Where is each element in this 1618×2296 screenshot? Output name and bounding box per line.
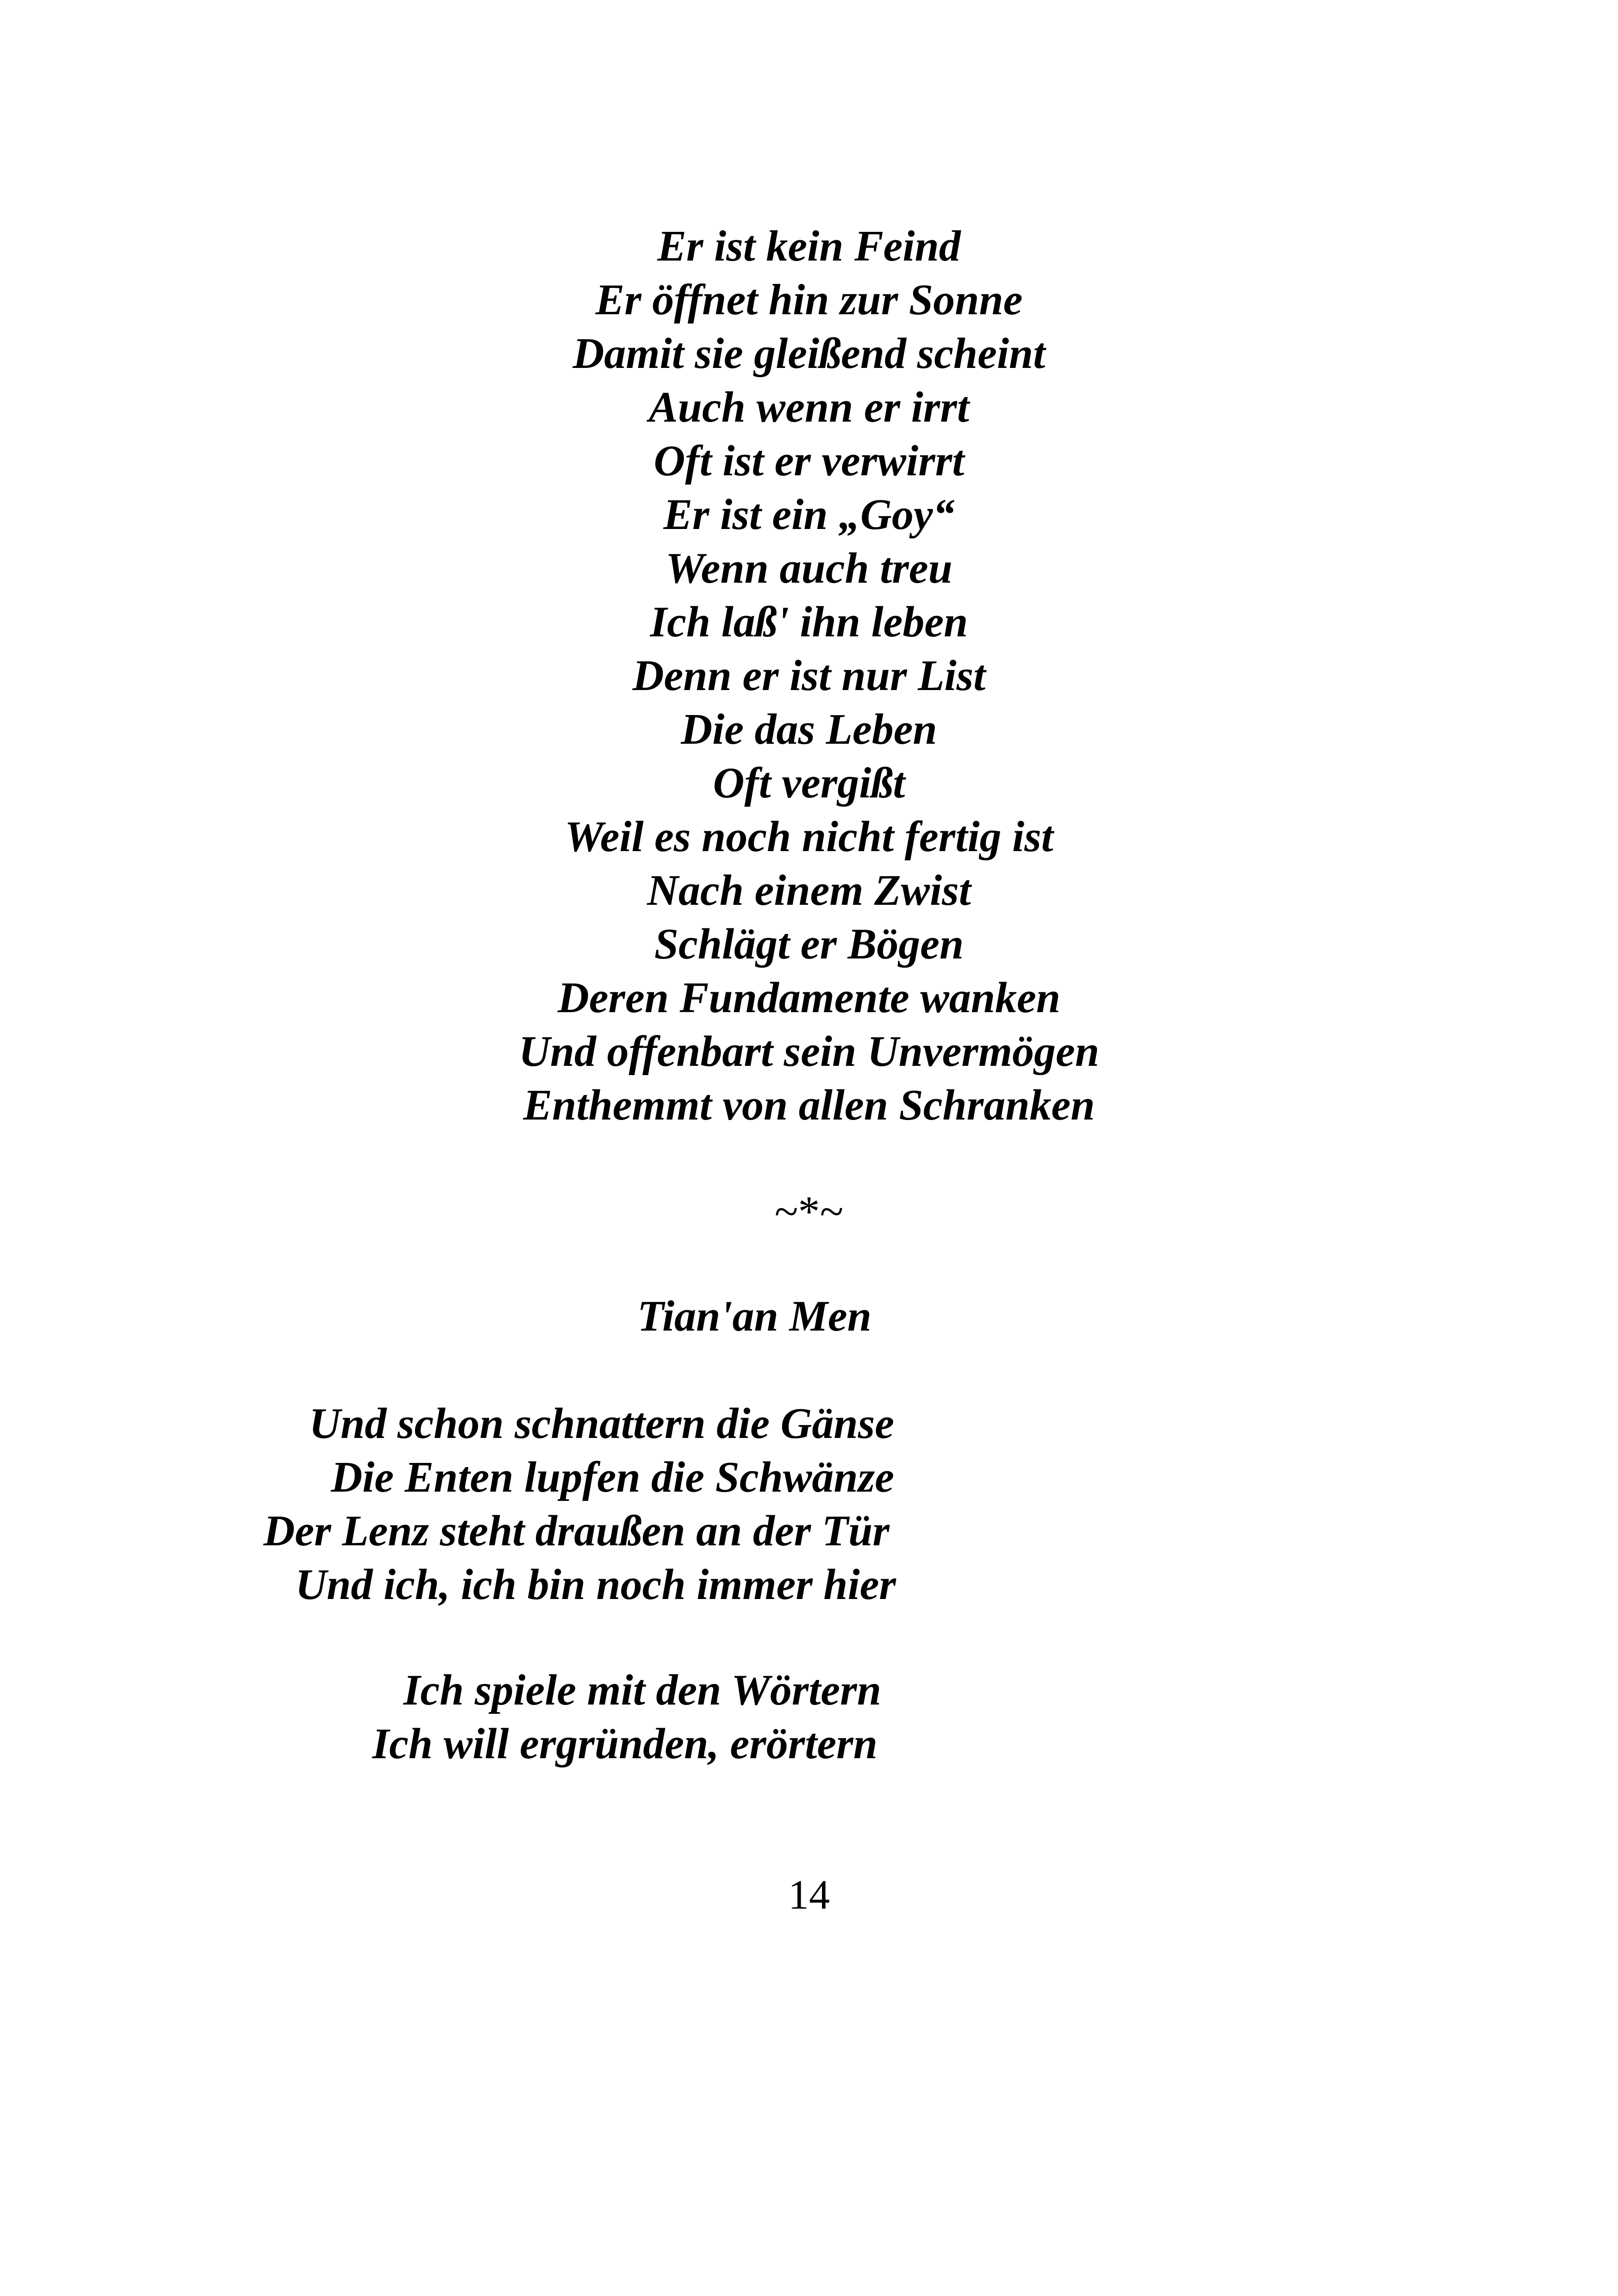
poem-line: Und offenbart sein Unvermögen — [518, 1027, 1100, 1076]
poem-line: Die das Leben — [681, 705, 937, 753]
poem-line: Und schon schnattern die Gänse — [309, 1400, 894, 1448]
poem-line: Enthemmt von allen Schranken — [523, 1081, 1095, 1129]
section-separator: ~*~ — [774, 1188, 844, 1236]
poem-line: Denn er ist nur List — [632, 652, 986, 700]
poem-line: Die Enten lupfen die Schwänze — [331, 1453, 894, 1501]
poem-line: Auch wenn er irrt — [648, 383, 970, 431]
poem-line: Ich spiele mit den Wörtern — [403, 1666, 881, 1714]
poem-line: Oft ist er verwirrt — [653, 437, 965, 485]
poem-line: Er ist kein Feind — [657, 222, 961, 270]
poem-line: Er ist ein „Goy“ — [663, 491, 955, 539]
poem-line: Oft vergißt — [713, 759, 905, 807]
poem-title: Tian'an Men — [637, 1292, 871, 1340]
page-number: 14 — [788, 1872, 830, 1918]
poem-line: Nach einem Zwist — [647, 866, 971, 915]
poem-line: Weil es noch nicht fertig ist — [565, 813, 1053, 861]
poem-line: Der Lenz steht draußen an der Tür — [263, 1507, 890, 1555]
poem-line: Und ich, ich bin noch immer hier — [295, 1561, 896, 1609]
poem-line: Schlägt er Bögen — [654, 920, 964, 968]
poem-line: Wenn auch treu — [666, 544, 952, 592]
poem-line: Damit sie gleißend scheint — [573, 330, 1045, 378]
poem-line: Er öffnet hin zur Sonne — [595, 276, 1023, 324]
poem-line: Deren Fundamente wanken — [557, 974, 1061, 1022]
poem-line: Ich laß' ihn leben — [650, 598, 968, 646]
poem-line: Ich will ergründen, erörtern — [372, 1720, 877, 1768]
